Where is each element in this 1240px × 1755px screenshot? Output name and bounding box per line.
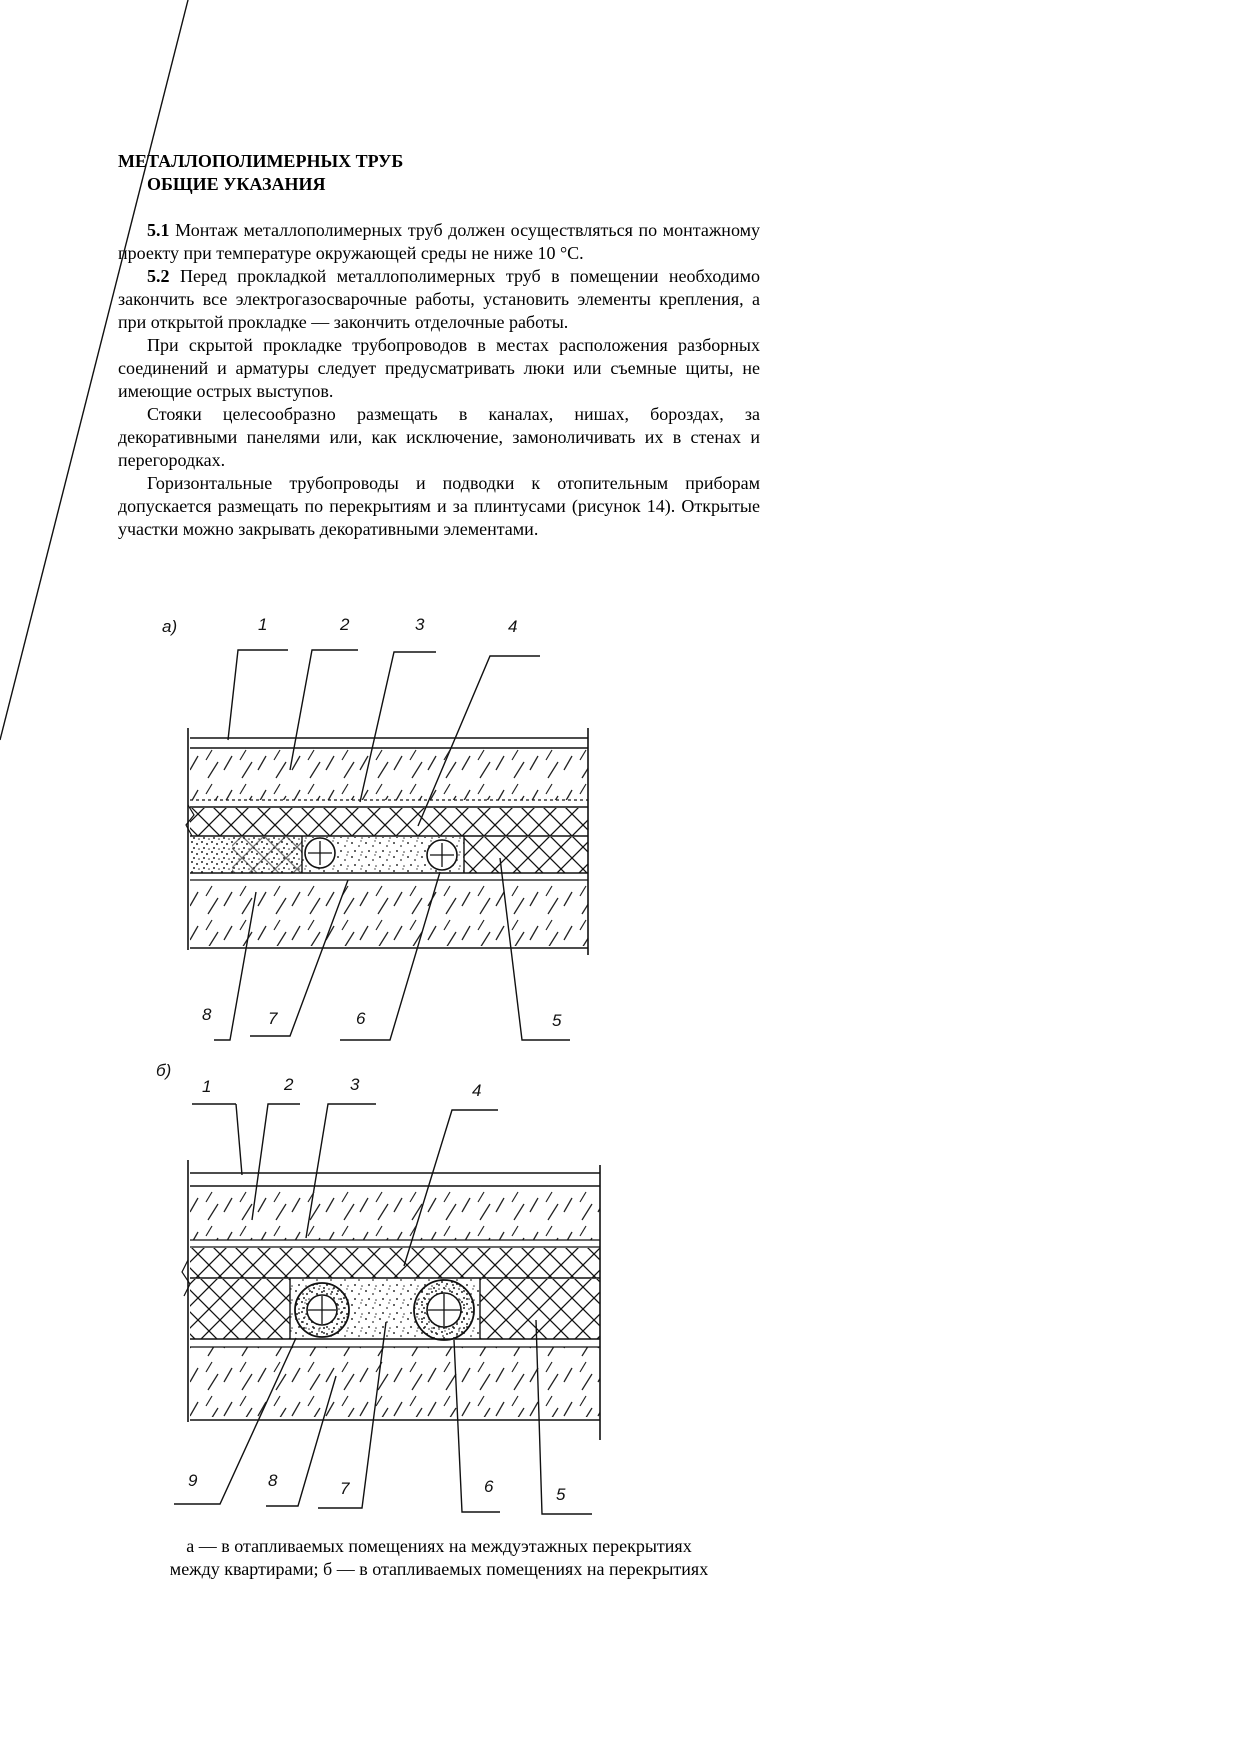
callout-b-3: 3 bbox=[350, 1075, 360, 1094]
figure-b-label: б) bbox=[156, 1061, 172, 1080]
caption-line-1: а — в отапливаемых помещениях на междуэтажных перекрытиях bbox=[186, 1536, 692, 1556]
figure-a bbox=[0, 0, 588, 1040]
paragraph-text: Перед прокладкой металлополимерных труб в помещении необходимо закончить все электрогазосварочные работы, установить элементы крепления, а при открытой прокладке — закончить отделочные работы. bbox=[118, 266, 760, 332]
callout-a-6: 6 bbox=[356, 1009, 366, 1028]
callout-a-3: 3 bbox=[415, 615, 425, 634]
pipe-b-right bbox=[414, 1280, 474, 1340]
callout-b-1: 1 bbox=[202, 1077, 212, 1096]
floor-layers-a bbox=[0, 0, 588, 955]
paragraph-text: Горизонтальные трубопроводы и подводки к отопительным приборам допускается размещать по перекрытиям и за плинтусами (рисунок 14). Открытые участки можно закрывать декоративными элементами. bbox=[118, 473, 760, 539]
paragraph-text: Стояки целесообразно размещать в каналах, нишах, бороздах, за декоративными панелями или, как исключение, замоноличивать их в стенах и перегородках. bbox=[118, 404, 760, 470]
pipe-a-right bbox=[427, 840, 457, 870]
callout-b-7: 7 bbox=[340, 1479, 350, 1498]
callout-a-7: 7 bbox=[268, 1009, 278, 1028]
paragraph-number: 5.1 bbox=[147, 220, 170, 240]
figure-b bbox=[156, 1061, 600, 1514]
callout-a-2: 2 bbox=[340, 615, 350, 634]
section-subheading: ОБЩИЕ УКАЗАНИЯ bbox=[147, 174, 326, 194]
figure-caption bbox=[118, 1535, 760, 1581]
figure-a-label: а) bbox=[162, 617, 178, 636]
callout-b-2: 2 bbox=[284, 1075, 294, 1094]
floor-layers-b bbox=[182, 1160, 600, 1440]
callout-b-9: 9 bbox=[188, 1471, 198, 1490]
callout-a-8: 8 bbox=[202, 1005, 212, 1024]
callout-a-5: 5 bbox=[552, 1011, 562, 1030]
callout-b-5: 5 bbox=[556, 1485, 566, 1504]
leaders-b-top bbox=[192, 1104, 498, 1266]
callout-b-6: 6 bbox=[484, 1477, 494, 1496]
callout-b-8: 8 bbox=[268, 1471, 278, 1490]
paragraph-number: 5.2 bbox=[147, 266, 170, 286]
caption-line-2: между квартирами; б — в отапливаемых помещениях на перекрытиях bbox=[169, 1559, 709, 1579]
paragraph-text: Монтаж металлополимерных труб должен осуществляться по монтажному проекту при температуре окружающей среды не ниже 10 °С. bbox=[118, 220, 760, 263]
callout-b-4: 4 bbox=[472, 1081, 482, 1100]
callout-a-4: 4 bbox=[508, 617, 518, 636]
callout-a-1: 1 bbox=[258, 615, 268, 634]
pipe-a-left bbox=[305, 838, 335, 868]
pipe-b-left bbox=[295, 1283, 349, 1337]
paragraph-text: При скрытой прокладке трубопроводов в местах расположения разборных соединений и арматуры следует предусматривать люки или съемные щиты, не имеющие острых выступов. bbox=[118, 335, 760, 401]
section-heading: МЕТАЛЛОПОЛИМЕРНЫХ ТРУБ bbox=[118, 151, 404, 171]
